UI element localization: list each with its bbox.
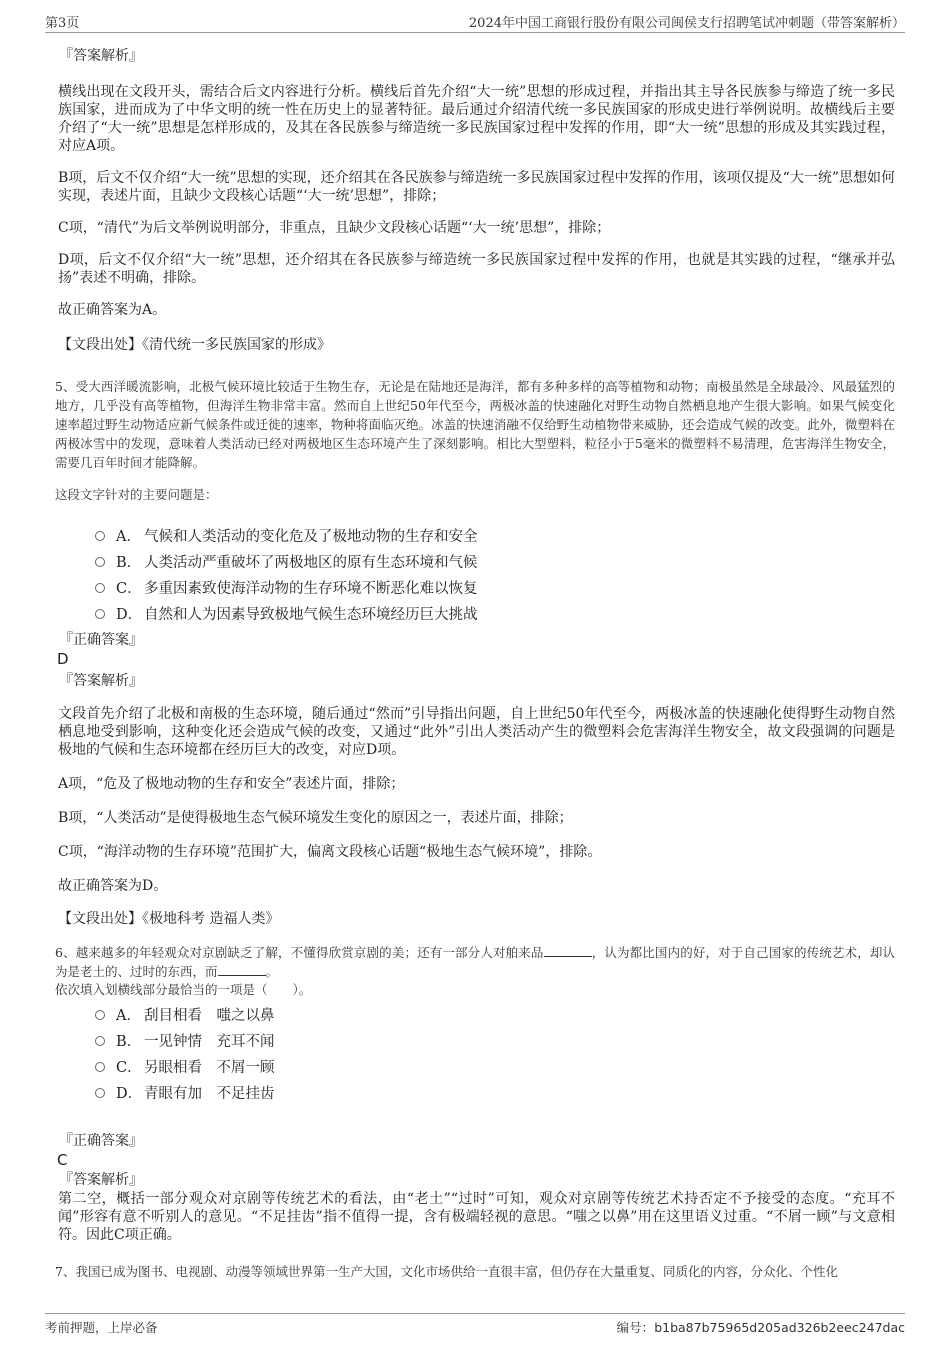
q5-source: 【文段出处】《极地科考 造福人类》 <box>58 911 280 927</box>
q5-option-d[interactable]: D． 自然和人为因素导致极地气候生态环境经历巨大挑战 <box>95 602 895 628</box>
q5-answer: D <box>57 650 69 668</box>
radio-button[interactable] <box>95 531 105 541</box>
q6-analysis-label: 『答案解析』 <box>59 1172 143 1188</box>
q4-analysis-label: 『答案解析』 <box>59 48 143 64</box>
q6-option-b[interactable]: B． 一见钟情 充耳不闻 <box>95 1029 895 1055</box>
q5-option-a[interactable]: A． 气候和人类活动的变化危及了极地动物的生存和安全 <box>95 524 895 550</box>
page-footer <box>45 1313 905 1336</box>
q5-option-b[interactable]: B． 人类活动严重破坏了两极地区的原有生态环境和气候 <box>95 550 895 576</box>
radio-button[interactable] <box>95 557 105 567</box>
page-header <box>45 12 905 33</box>
q6-option-d[interactable]: D． 青眼有加 不足挂齿 <box>95 1081 895 1107</box>
q4-conclusion: 故正确答案为A。 <box>58 302 167 318</box>
blank-line <box>544 944 592 957</box>
q5-prompt: 这段文字针对的主要问题是： <box>55 487 218 502</box>
q5-analysis-c: C项，“海洋动物的生存环境”范围扩大，偏离文段核心话题“极地生态气候环境”，排除。 <box>58 844 602 860</box>
q4-analysis-c: C项，“清代”为后文举例说明部分，非重点，且缺少文段核心话题“‘大一统’思想”，排除； <box>58 220 611 236</box>
q6-option-a[interactable]: A． 刮目相看 嗤之以鼻 <box>95 1003 895 1029</box>
blank-line <box>218 963 266 976</box>
q5-analysis-paragraph: 文段首先介绍了北极和南极的生态环境，随后通过“然而”引导指出问题，自上世纪50年代至今，两极冰盖的快速融化使得野生动物自然栖息地受到影响，这种变化还会造成气候的改变，又通过“此外”引出人类活动产生的微塑料会危害海洋生物安全，故文段强调的问题是极地的气候和生态环境都在经历巨大的改变，对应D项。 <box>58 706 895 758</box>
page-content <box>55 42 895 1281</box>
q5-options <box>95 524 895 628</box>
q5-analysis-a: A项，“危及了极地动物的生存和安全”表述片面，排除； <box>58 776 405 792</box>
q5-conclusion: 故正确答案为D。 <box>58 878 168 894</box>
q4-analysis-b: B项，后文不仅介绍“大一统”思想的实现，还介绍其在各民族参与缔造统一多民族国家过程中发挥的作用，该项仅提及“大一统”思想如何实现，表述片面，且缺少文段核心话题“‘大一统’思想”，排除； <box>58 170 895 204</box>
radio-button[interactable] <box>95 1062 105 1072</box>
q5-option-c[interactable]: C． 多重因素致使海洋动物的生存环境不断恶化难以恢复 <box>95 576 895 602</box>
document-title: 2024年中国工商银行股份有限公司闽侯支行招聘笔试冲刺题（带答案解析） <box>468 16 905 31</box>
q4-source: 【文段出处】《清代统一多民族国家的形成》 <box>58 337 331 353</box>
page-number: 第3页 <box>45 16 80 31</box>
q5-answer-label: 『正确答案』 <box>59 632 143 648</box>
q6-option-c[interactable]: C． 另眼相看 不屑一顾 <box>95 1055 895 1081</box>
q6-stem: 6、越来越多的年轻观众对京剧缺乏了解，不懂得欣赏京剧的美；还有一部分人对舶来品 ，认为都比国内的好，对于自己国家的传统艺术，却认为是老土的、过时的东西，而 。 <box>55 945 895 979</box>
q6-options <box>95 1003 895 1107</box>
q6-prompt: 依次填入划横线部分最恰当的一项是（ ）。 <box>55 982 312 997</box>
document-code: 编号：b1ba87b75965d205ad326b2eec247dac <box>616 1320 905 1335</box>
radio-button[interactable] <box>95 1088 105 1098</box>
q5-stem: 5、受大西洋暖流影响，北极气候环境比较适于生物生存，无论是在陆地还是海洋，都有多种多样的高等植物和动物；南极虽然是全球最冷、风最猛烈的地方，几乎没有高等植物，但海洋生物非常丰富。然而自上世纪50年代至今，两极冰盖的快速融化对野生动物自然栖息地产生很大影响。如果气候变化速率超过野生动物适应新气候条件或迁徙的速率，物种将面临灭绝。冰盖的快速消融不仅给野生动植物带来威胁，还会造成气候的改变。此外，微塑料在两极冰雪中的发现，意味着人类活动已经对两极地区生态环境产生了深刻影响。相比大型塑料，粒径小于5毫米的微塑料不易清理，危害海洋生物安全，需要几百年时间才能降解。 <box>55 379 895 470</box>
radio-button[interactable] <box>95 1010 105 1020</box>
q6-analysis-paragraph: 第二空，概括一部分观众对京剧等传统艺术的看法，由“老土”“过时”可知，观众对京剧等传统艺术持否定不予接受的态度。“充耳不闻”形容有意不听别人的意见。“不足挂齿”指不值得一提，含有极端轻视的意思。“嗤之以鼻”用在这里语义过重。“不屑一顾”与文意相符。因此C项正确。 <box>58 1191 895 1243</box>
radio-button[interactable] <box>95 609 105 619</box>
q4-analysis-paragraph: 横线出现在文段开头，需结合后文内容进行分析。横线后首先介绍“大一统”思想的形成过程，并指出其主导各民族参与缔造了统一多民族国家，进而成为了中华文明的统一性在历史上的显著特征。最后通过介绍清代统一多民族国家的形成史进行举例说明。故横线后主要介绍了“大一统”思想是怎样形成的，及其在各民族参与缔造统一多民族国家过程中发挥的作用，即“大一统”思想的形成及其实践过程，对应A项。 <box>58 84 895 154</box>
q7-stem: 7、我国已成为图书、电视剧、动漫等领域世界第一生产大国，文化市场供给一直很丰富，但仍存在大量重复、同质化的内容，分众化、个性化 <box>55 1264 838 1279</box>
radio-button[interactable] <box>95 583 105 593</box>
q6-answer-label: 『正确答案』 <box>59 1133 143 1149</box>
radio-button[interactable] <box>95 1036 105 1046</box>
q5-analysis-label: 『答案解析』 <box>59 673 143 689</box>
q4-analysis-d: D项，后文不仅介绍“大一统”思想，还介绍其在各民族参与缔造统一多民族国家过程中发挥的作用，也就是其实践的过程，“继承并弘扬”表述不明确，排除。 <box>58 252 895 286</box>
q6-answer: C <box>57 1151 68 1169</box>
q5-analysis-b: B项，“人类活动”是使得极地生态气候环境发生变化的原因之一，表述片面，排除； <box>58 810 573 826</box>
footer-slogan: 考前押题，上岸必备 <box>45 1320 158 1335</box>
